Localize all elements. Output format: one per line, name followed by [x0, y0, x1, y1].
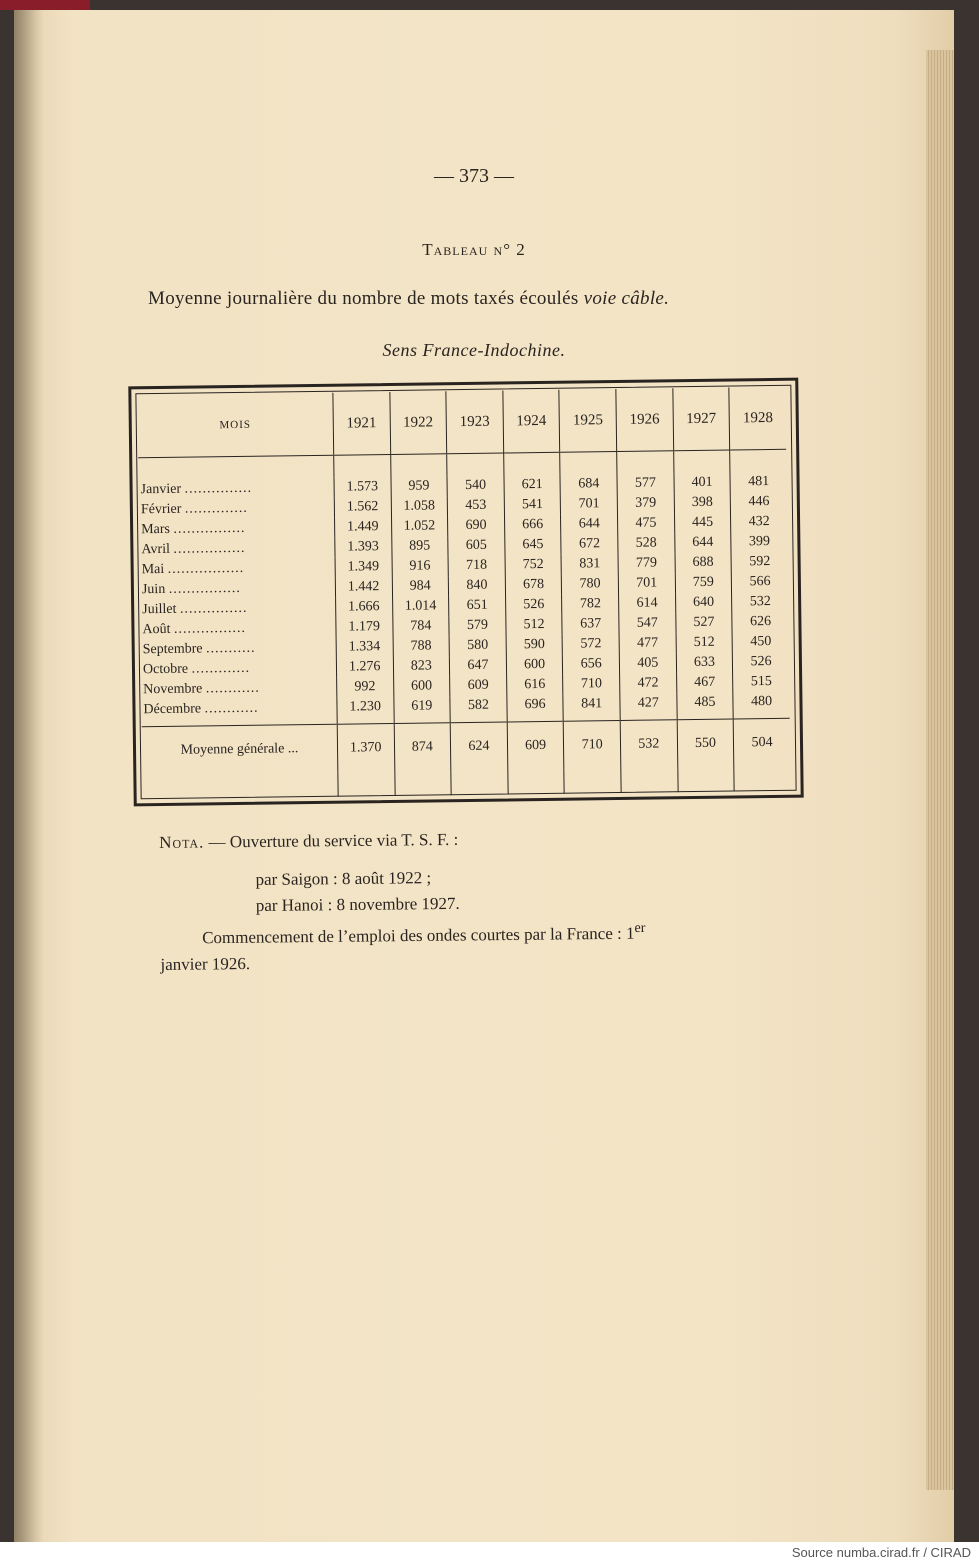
leader-dots: .................	[167, 560, 245, 577]
month-name: Juin	[141, 581, 166, 598]
nota-block	[159, 823, 821, 978]
value-cell: 626	[732, 612, 788, 633]
value-cell: 640	[675, 593, 732, 614]
average-label: Moyenne générale ...	[142, 724, 338, 775]
month-cell	[141, 678, 337, 701]
value-cell: 1.449	[334, 517, 391, 538]
value-cell: 572	[562, 634, 619, 655]
nota-hanoi: par Hanoi : 8 novembre 1927.	[255, 893, 460, 915]
value-cell: 1.349	[335, 557, 392, 578]
nota-label: Nota.	[159, 832, 205, 852]
month-cell	[139, 518, 335, 541]
value-cell: 1.230	[337, 697, 394, 724]
header-year: 1924	[503, 390, 560, 453]
value-cell: 619	[393, 696, 450, 723]
header-mois: MOIS	[137, 393, 333, 458]
value-cell: 405	[619, 653, 676, 674]
average-value-cell: 874	[394, 723, 451, 772]
month-cell	[141, 698, 337, 727]
month-name: Juillet	[142, 601, 177, 618]
value-cell: 547	[619, 613, 676, 634]
header-year: 1926	[616, 388, 673, 451]
value-cell: 784	[392, 616, 449, 637]
value-cell: 633	[676, 653, 733, 674]
value-cell: 1.179	[336, 617, 393, 638]
month-cell	[141, 658, 337, 681]
value-cell: 672	[561, 534, 618, 555]
month-name: Décembre	[143, 701, 202, 718]
month-name: Septembre	[142, 641, 203, 658]
month-cell	[140, 598, 336, 621]
value-cell: 480	[733, 692, 790, 719]
value-cell: 532	[732, 592, 788, 613]
value-cell: 427	[620, 693, 677, 720]
value-cell: 718	[448, 555, 505, 576]
value-cell: 701	[618, 573, 675, 594]
table-frame	[128, 378, 803, 807]
average-value-cell: 1.370	[337, 723, 394, 772]
value-cell: 582	[450, 695, 507, 722]
value-cell: 690	[448, 515, 505, 536]
value-cell: 1.573	[334, 477, 391, 498]
subtitle-italic: voie câble.	[583, 288, 670, 309]
value-cell: 475	[618, 513, 675, 534]
value-cell: 782	[562, 594, 619, 615]
leader-dots: ................	[173, 620, 247, 637]
leader-dots: ................	[173, 540, 246, 557]
value-cell: 580	[449, 635, 506, 656]
value-cell: 688	[675, 553, 732, 574]
value-cell: 645	[505, 535, 562, 556]
header-year: 1927	[673, 388, 730, 451]
average-value-cell: 504	[733, 718, 790, 767]
average-row	[142, 718, 791, 775]
value-cell: 666	[504, 515, 561, 536]
value-cell: 621	[504, 475, 561, 496]
value-cell: 752	[505, 555, 562, 576]
value-cell: 1.562	[334, 497, 391, 518]
page-edges	[926, 50, 954, 1490]
month-cell	[140, 578, 336, 601]
month-cell	[139, 498, 335, 521]
value-cell: 647	[450, 655, 507, 676]
value-cell: 823	[393, 656, 450, 677]
header-year: 1928	[729, 387, 786, 450]
value-cell: 467	[676, 673, 733, 694]
leader-dots: ................	[168, 580, 241, 597]
value-cell: 841	[563, 694, 620, 721]
direction-label: Sens France-Indochine.	[382, 340, 566, 360]
value-cell: 485	[677, 693, 734, 720]
value-cell: 515	[733, 672, 789, 693]
value-cell: 895	[391, 536, 448, 557]
month-name: Août	[142, 621, 171, 638]
table-subtitle	[148, 288, 669, 310]
value-cell: 701	[561, 494, 618, 515]
value-cell: 481	[730, 472, 786, 493]
value-cell: 710	[563, 674, 620, 695]
leader-dots: .............	[191, 660, 251, 677]
header-year: 1923	[446, 391, 503, 454]
average-value-cell: 532	[620, 720, 677, 769]
value-cell: 916	[392, 556, 449, 577]
value-cell: 840	[448, 575, 505, 596]
table-title: Tableau n° 2	[422, 240, 526, 259]
value-cell: 398	[674, 493, 731, 514]
value-cell: 450	[732, 632, 788, 653]
month-name: Novembre	[143, 681, 203, 698]
value-cell: 644	[674, 533, 731, 554]
value-cell: 644	[561, 514, 618, 535]
value-cell: 1.052	[391, 516, 448, 537]
subtitle-main: Moyenne journalière du nombre de mots taxés écoulés	[148, 288, 579, 309]
value-cell: 1.276	[336, 657, 393, 678]
value-cell: 566	[732, 572, 788, 593]
value-cell: 1.058	[391, 496, 448, 517]
value-cell: 678	[505, 575, 562, 596]
month-name: Janvier	[140, 481, 182, 498]
leader-dots: ...............	[179, 600, 248, 617]
month-cell	[140, 618, 336, 641]
value-cell: 512	[676, 633, 733, 654]
data-table	[137, 387, 790, 799]
value-cell: 477	[619, 633, 676, 654]
book-page	[14, 10, 954, 1542]
value-cell: 401	[674, 473, 731, 494]
month-name: Mars	[141, 521, 171, 538]
nota-text: — Ouverture du service via T. S. F. :	[208, 829, 459, 852]
month-cell	[140, 558, 336, 581]
month-name: Octobre	[142, 661, 189, 678]
average-value-cell: 624	[450, 722, 507, 771]
value-cell: 528	[618, 533, 675, 554]
value-cell: 614	[619, 593, 676, 614]
value-cell: 1.393	[335, 537, 392, 558]
value-cell: 1.442	[335, 577, 392, 598]
header-row	[137, 387, 786, 458]
value-cell: 453	[447, 495, 504, 516]
value-cell: 432	[731, 512, 787, 533]
average-value-cell: 550	[677, 719, 734, 768]
value-cell: 992	[337, 677, 394, 698]
page-number: — 373 —	[434, 165, 514, 187]
value-cell: 959	[391, 476, 448, 497]
header-year: 1925	[559, 389, 616, 452]
value-cell: 780	[562, 574, 619, 595]
value-cell: 590	[506, 635, 563, 656]
value-cell: 609	[450, 675, 507, 696]
value-cell: 540	[447, 475, 504, 496]
value-cell: 600	[506, 655, 563, 676]
value-cell: 616	[506, 675, 563, 696]
nota-saigon: par Saigon : 8 août 1922 ;	[255, 868, 432, 889]
value-cell: 788	[393, 636, 450, 657]
value-cell: 592	[731, 552, 787, 573]
leader-dots: ...........	[205, 640, 256, 657]
value-cell: 651	[449, 595, 506, 616]
value-cell: 831	[561, 554, 618, 575]
value-cell: 526	[505, 595, 562, 616]
value-cell: 527	[675, 613, 732, 634]
leader-dots: ............	[204, 700, 259, 717]
leader-dots: ................	[173, 520, 246, 537]
value-cell: 399	[731, 532, 787, 553]
month-name: Avril	[141, 541, 171, 558]
average-value-cell: 710	[564, 720, 621, 769]
month-name: Mai	[141, 561, 165, 578]
leader-dots: ............	[205, 680, 260, 697]
value-cell: 1.666	[335, 597, 392, 618]
nota-para-sup: er	[634, 919, 646, 937]
month-name: Février	[140, 501, 182, 518]
value-cell: 1.334	[336, 637, 393, 658]
leader-dots: ..............	[184, 500, 248, 517]
value-cell: 526	[733, 652, 789, 673]
value-cell: 445	[674, 513, 731, 534]
value-cell: 579	[449, 615, 506, 636]
value-cell: 656	[563, 654, 620, 675]
value-cell: 577	[617, 473, 674, 494]
value-cell: 472	[620, 673, 677, 694]
value-cell: 759	[675, 573, 732, 594]
header-year: 1922	[389, 391, 446, 454]
value-cell: 512	[506, 615, 563, 636]
source-credit: Source numba.cirad.fr / CIRAD	[791, 1545, 971, 1560]
value-cell: 696	[507, 695, 564, 722]
value-cell: 446	[731, 492, 787, 513]
leader-dots: ...............	[184, 480, 253, 497]
value-cell: 1.014	[392, 596, 449, 617]
value-cell: 984	[392, 576, 449, 597]
value-cell: 600	[393, 676, 450, 697]
month-cell	[139, 538, 335, 561]
value-cell: 541	[504, 495, 561, 516]
value-cell: 605	[448, 535, 505, 556]
month-cell	[139, 478, 335, 501]
value-cell: 684	[560, 474, 617, 495]
nota-para-end: janvier 1926.	[160, 953, 251, 974]
header-year: 1921	[333, 392, 390, 455]
value-cell: 779	[618, 553, 675, 574]
binding-ribbon	[0, 0, 90, 10]
nota-para-text: Commencement de l’emploi des ondes courtes par la France : 1	[202, 923, 635, 948]
value-cell: 637	[562, 614, 619, 635]
month-cell	[141, 638, 337, 661]
average-value-cell: 609	[507, 721, 564, 770]
nota-line-1	[159, 823, 819, 856]
value-cell: 379	[617, 493, 674, 514]
